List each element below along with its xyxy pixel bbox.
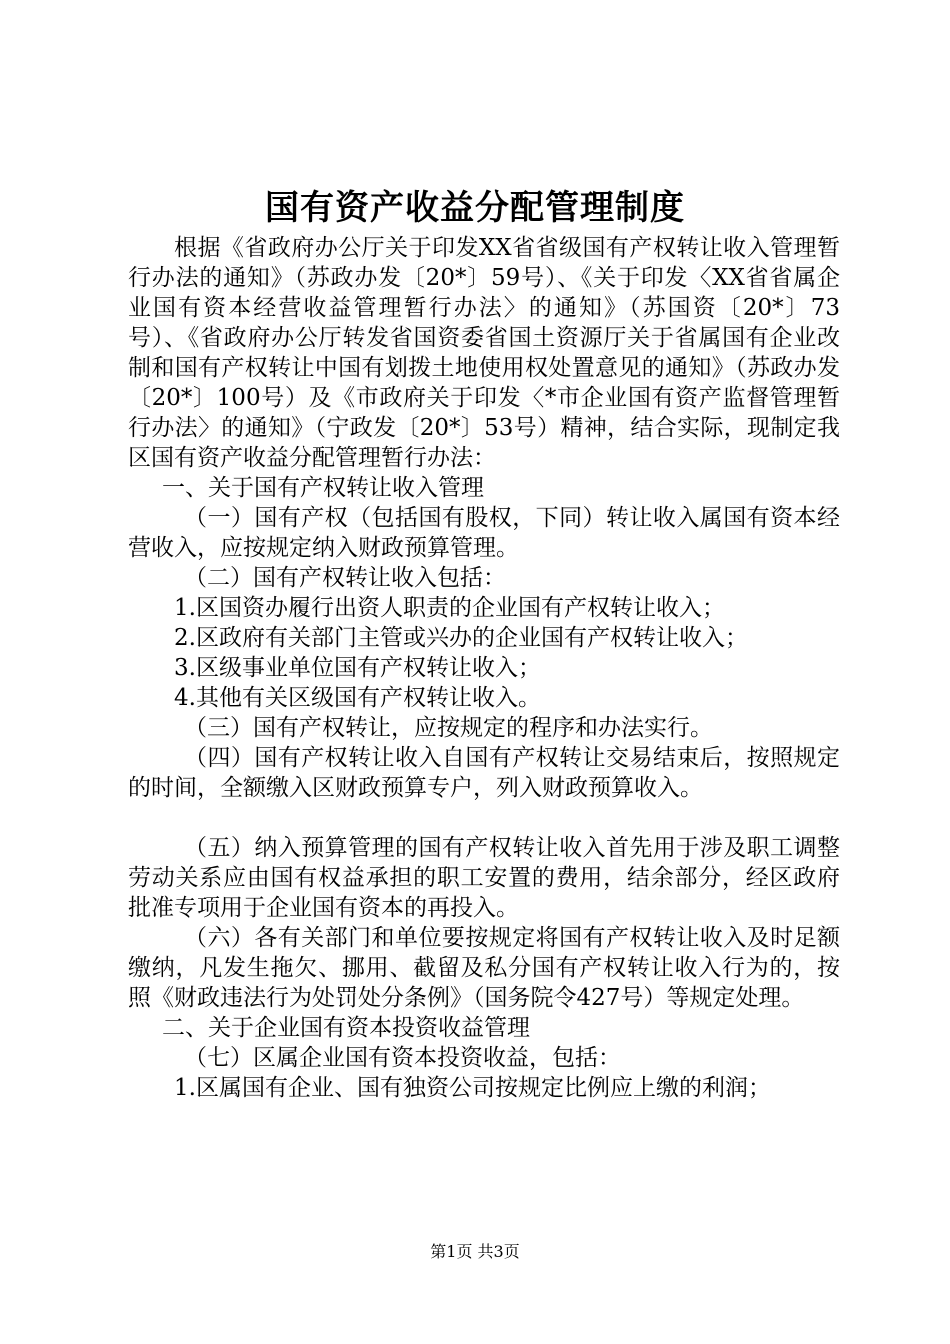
paragraph-preamble: 根据《省政府办公厅关于印发XX省省级国有产权转让收入管理暂行办法的通知》（苏政办发〔20*〕59号）、《关于印发〈XX省省属企业国有资本经营收益管理暂行办法〉的通知》（苏国资〔20*〕73号）、《省政府办公厅转发省国资委省国土资源厅关于省属国有企业改制和国有产权转让中国有划拨土地使用权处置意见的通知》（苏政办发〔20*〕100号）及《市政府关于印发〈*市企业国有资产监督管理暂行办法〉的通知》（宁政发〔20*〕53号）精神，结合实际，现制定我区国有资产收益分配管理暂行办法： bbox=[128, 235, 840, 471]
section-heading-1: 一、关于国有产权转让收入管理 bbox=[162, 475, 484, 501]
list-item: 3.区级事业单位国有产权转让收入； bbox=[174, 655, 541, 681]
document-title: 国有资产收益分配管理制度 bbox=[265, 188, 685, 228]
paragraph-item-6: （六）各有关部门和单位要按规定将国有产权转让收入及时足额缴纳，凡发生拖欠、挪用、截留及私分国有产权转让收入行为的，按照《财政违法行为处罚处分条例》（国务院令427号）等规定处理。 bbox=[128, 925, 840, 1011]
paragraph-item-4: （四）国有产权转让收入自国有产权转让交易结束后，按照规定的时间，全额缴入区财政预算专户，列入财政预算收入。 bbox=[128, 745, 840, 801]
list-item: 1.区国资办履行出资人职责的企业国有产权转让收入； bbox=[174, 595, 725, 621]
document-body bbox=[128, 233, 840, 1103]
paragraph-item-1: （一）国有产权（包括国有股权，下同）转让收入属国有资本经营收入，应按规定纳入财政预算管理。 bbox=[128, 505, 840, 561]
paragraph-item-5: （五）纳入预算管理的国有产权转让收入首先用于涉及职工调整劳动关系应由国有权益承担的职工安置的费用，结余部分，经区政府批准专项用于企业国有资本的再投入。 bbox=[128, 835, 840, 921]
section-heading-2: 二、关于企业国有资本投资收益管理 bbox=[162, 1015, 530, 1041]
list-item: 1.区属国有企业、国有独资公司按规定比例应上缴的利润； bbox=[174, 1075, 771, 1101]
paragraph-item-3: （三）国有产权转让，应按规定的程序和办法实行。 bbox=[184, 715, 713, 741]
paragraph-item-2: （二）国有产权转让收入包括： bbox=[184, 565, 506, 591]
list-item: 4.其他有关区级国有产权转让收入。 bbox=[174, 685, 541, 711]
paragraph-item-7: （七）区属企业国有资本投资收益，包括： bbox=[184, 1045, 621, 1071]
list-item: 2.区政府有关部门主管或兴办的企业国有产权转让收入； bbox=[174, 625, 748, 651]
page-footer: 第1页 共3页 bbox=[430, 1242, 520, 1261]
